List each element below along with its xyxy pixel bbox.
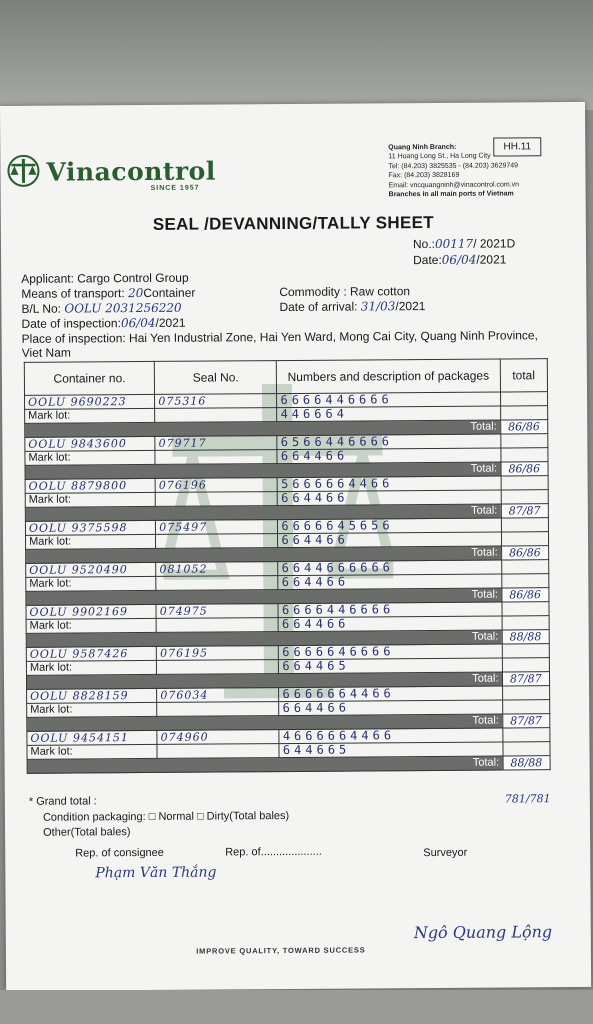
table-header-row bbox=[24, 359, 547, 396]
row-total-value: 87/87 bbox=[501, 504, 549, 518]
packages-line-1: 6666646666 bbox=[279, 644, 502, 660]
mark-lot-label: Mark lot: bbox=[25, 492, 155, 507]
branch-title: Quang Ninh Branch: bbox=[388, 143, 457, 152]
container-number: OOLU 9843600 bbox=[25, 436, 155, 451]
packages-line-1: 5666664466 bbox=[277, 476, 500, 492]
mark-total-blank bbox=[502, 658, 550, 672]
total-blank bbox=[501, 602, 549, 616]
surveyor-label: Surveyor bbox=[423, 846, 468, 860]
header-container: Container no. bbox=[24, 361, 154, 395]
seal-number: 076034 bbox=[157, 688, 279, 703]
document-title: SEAL /DEVANNING/TALLY SHEET bbox=[152, 212, 434, 234]
background-bottom bbox=[0, 990, 593, 1024]
branch-info bbox=[388, 142, 519, 199]
mark-lot-blank bbox=[156, 618, 278, 633]
mark-total-blank bbox=[502, 742, 550, 756]
place-field: Place of inspection: Hai Yen Industrial Zone, Hai Yen Ward, Mong Cai City, Quang Ninh Province, Viet Nam bbox=[21, 328, 538, 360]
transport-value: 20 bbox=[127, 286, 144, 301]
arrival-label: Date of arrival: bbox=[279, 299, 358, 315]
mark-total-blank bbox=[500, 406, 548, 420]
grand-total-value: 781/781 bbox=[504, 792, 551, 806]
packages-line-1: 6666645656 bbox=[278, 518, 501, 534]
mark-total-blank bbox=[502, 616, 550, 630]
arrival-suffix: /2021 bbox=[395, 299, 426, 314]
container-number: OOLU 9520490 bbox=[26, 562, 156, 577]
container-number: OOLU 9454151 bbox=[27, 730, 157, 745]
mark-lot-blank bbox=[157, 702, 279, 717]
background-top bbox=[0, 0, 593, 110]
container-number: OOLU 9902169 bbox=[26, 604, 156, 619]
total-label: Total: bbox=[25, 420, 501, 437]
header-seal: Seal No. bbox=[155, 361, 277, 395]
packages-line-1: 4666664466 bbox=[279, 728, 502, 744]
container-number: OOLU 9375598 bbox=[25, 520, 155, 535]
total-blank bbox=[501, 560, 549, 574]
date-label: Date: bbox=[413, 252, 442, 268]
mark-lot-blank bbox=[156, 534, 278, 549]
seal-number: 076196 bbox=[155, 478, 277, 493]
total-label: Total: bbox=[27, 756, 503, 773]
mark-lot-label: Mark lot: bbox=[26, 660, 156, 675]
no-value: 00117 bbox=[434, 236, 474, 251]
row-total-value: 86/86 bbox=[501, 546, 549, 560]
row-total-value: 86/86 bbox=[501, 588, 549, 602]
mark-total-blank bbox=[500, 448, 548, 462]
mark-lot-blank bbox=[157, 744, 279, 759]
mark-lot-label: Mark lot: bbox=[26, 576, 156, 591]
total-label: Total: bbox=[26, 546, 502, 563]
table-body bbox=[25, 392, 551, 774]
document-date bbox=[413, 252, 506, 267]
commodity-field: Commodity : Raw cotton bbox=[279, 284, 411, 300]
inspection-date-field bbox=[21, 316, 185, 331]
packages-line-1: 6566446666 bbox=[277, 434, 500, 450]
packages-line-2: 664466 bbox=[278, 574, 501, 590]
arrival-value: 31/03 bbox=[360, 299, 396, 314]
total-blank bbox=[500, 434, 548, 448]
total-blank bbox=[502, 728, 550, 742]
packages-line-2: 446664 bbox=[277, 406, 500, 422]
rep-consignee-label: Rep. of consignee bbox=[75, 846, 164, 860]
company-name: Vinacontrol bbox=[46, 156, 216, 187]
arrival-field bbox=[279, 299, 425, 314]
packages-line-1: 6666446666 bbox=[278, 602, 501, 618]
form-code-box: HH.11 bbox=[493, 137, 541, 156]
mark-total-blank bbox=[501, 574, 549, 588]
mark-lot-blank bbox=[157, 660, 279, 675]
branch-address: 11 Hoang Long St., Ha Long City bbox=[388, 152, 491, 161]
packages-line-1: 6666446666 bbox=[277, 392, 500, 408]
mark-lot-label: Mark lot: bbox=[27, 744, 157, 759]
company-since: SINCE 1957 bbox=[150, 184, 200, 192]
mark-lot-label: Mark lot: bbox=[26, 618, 156, 633]
packages-line-2: 664466 bbox=[278, 616, 501, 632]
mark-lot-blank bbox=[155, 408, 277, 423]
date-value: 06/04 bbox=[441, 252, 477, 267]
other-bales: Other(Total bales) bbox=[43, 826, 131, 839]
total-label: Total: bbox=[25, 462, 501, 479]
mark-lot-label: Mark lot: bbox=[25, 450, 155, 465]
bl-field bbox=[21, 301, 181, 316]
seal-number: 076195 bbox=[157, 646, 279, 661]
packages-line-2: 664465 bbox=[279, 658, 502, 674]
inspection-suffix: /2021 bbox=[155, 315, 186, 330]
vinacontrol-logo-icon bbox=[6, 154, 40, 188]
container-number: OOLU 9587426 bbox=[26, 646, 156, 661]
container-number: OOLU 8828159 bbox=[27, 688, 157, 703]
seal-number: 081052 bbox=[156, 562, 278, 577]
row-total-value: 87/87 bbox=[502, 672, 550, 686]
bl-label: B/L No: bbox=[21, 301, 62, 316]
header-packages: Numbers and description of packages bbox=[277, 359, 500, 394]
applicant-field: Applicant: Cargo Control Group bbox=[21, 270, 189, 286]
row-total-value: 88/88 bbox=[503, 756, 551, 770]
document-sheet bbox=[0, 102, 591, 991]
container-number: OOLU 8879800 bbox=[25, 478, 155, 493]
consignee-signature: Phạm Văn Thắng bbox=[95, 864, 217, 882]
no-suffix: / 2021D bbox=[473, 236, 516, 251]
mark-lot-blank bbox=[155, 450, 277, 465]
row-total-value: 87/87 bbox=[502, 714, 550, 728]
seal-number: 075497 bbox=[156, 520, 278, 535]
condition-packaging: Condition packaging: □ Normal □ Dirty(Total bales) bbox=[42, 809, 290, 824]
mark-total-blank bbox=[502, 700, 550, 714]
total-blank bbox=[501, 476, 549, 490]
mark-lot-label: Mark lot: bbox=[25, 408, 155, 423]
total-label: Total: bbox=[27, 714, 503, 731]
container-number: OOLU 9690223 bbox=[25, 394, 155, 409]
grand-total-label: * Grand total : bbox=[28, 795, 97, 808]
inspection-value: 06/04 bbox=[120, 315, 156, 331]
total-blank bbox=[502, 686, 550, 700]
document-number bbox=[413, 236, 515, 251]
packages-line-2: 664466 bbox=[278, 490, 501, 506]
total-blank bbox=[501, 518, 549, 532]
branch-fax: Fax: (84.203) 3828169 bbox=[388, 172, 460, 180]
mark-lot-label: Mark lot: bbox=[25, 534, 155, 549]
tally-table bbox=[24, 358, 551, 774]
seal-number: 074960 bbox=[157, 730, 279, 745]
total-label: Total: bbox=[25, 504, 501, 521]
packages-line-1: 6666664466 bbox=[279, 686, 502, 702]
date-suffix: /2021 bbox=[476, 252, 507, 267]
seal-number: 075316 bbox=[155, 394, 277, 409]
transport-label: Means of transport: bbox=[21, 286, 125, 301]
transport-suffix: Container bbox=[143, 285, 196, 301]
branch-email: Email: vncquangninh@vinacontrol.com.vn bbox=[388, 181, 520, 189]
packages-line-2: 664466 bbox=[279, 700, 502, 716]
mark-lot-blank bbox=[156, 576, 278, 591]
mark-total-blank bbox=[501, 532, 549, 546]
total-label: Total: bbox=[26, 630, 502, 647]
transport-field bbox=[21, 286, 195, 301]
mark-lot-label: Mark lot: bbox=[27, 702, 157, 717]
packages-line-2: 644665 bbox=[279, 742, 502, 758]
rep-of-label: Rep. of.................... bbox=[225, 845, 322, 859]
row-total-value: 86/86 bbox=[500, 420, 548, 434]
total-blank bbox=[500, 392, 548, 406]
row-total-value: 88/88 bbox=[502, 630, 550, 644]
packages-line-2: 664466 bbox=[277, 448, 500, 464]
row-total-value: 86/86 bbox=[501, 462, 549, 476]
packages-line-1: 6644666666 bbox=[278, 560, 501, 576]
header-total: total bbox=[500, 359, 548, 392]
seal-number: 079717 bbox=[155, 436, 277, 451]
bl-value: OOLU 2031256220 bbox=[64, 300, 182, 316]
branch-tel: Tel: (84.203) 3825535 - (84.203) 3629749 bbox=[388, 162, 519, 171]
mark-lot-blank bbox=[155, 492, 277, 507]
table-row-total bbox=[27, 756, 550, 774]
total-label: Total: bbox=[26, 672, 502, 689]
inspection-label: Date of inspection: bbox=[21, 316, 121, 331]
footer-slogan: IMPROVE QUALITY, TOWARD SUCCESS bbox=[196, 945, 366, 956]
surveyor-signature: Ngô Quang Lộng bbox=[413, 922, 553, 943]
packages-line-2: 664466 bbox=[278, 532, 501, 548]
total-blank bbox=[502, 644, 550, 658]
mark-total-blank bbox=[501, 490, 549, 504]
seal-number: 074975 bbox=[156, 604, 278, 619]
no-label: No.: bbox=[412, 236, 436, 252]
branch-note: Branches in all main ports of Vietnam bbox=[388, 190, 514, 199]
total-label: Total: bbox=[26, 588, 502, 605]
